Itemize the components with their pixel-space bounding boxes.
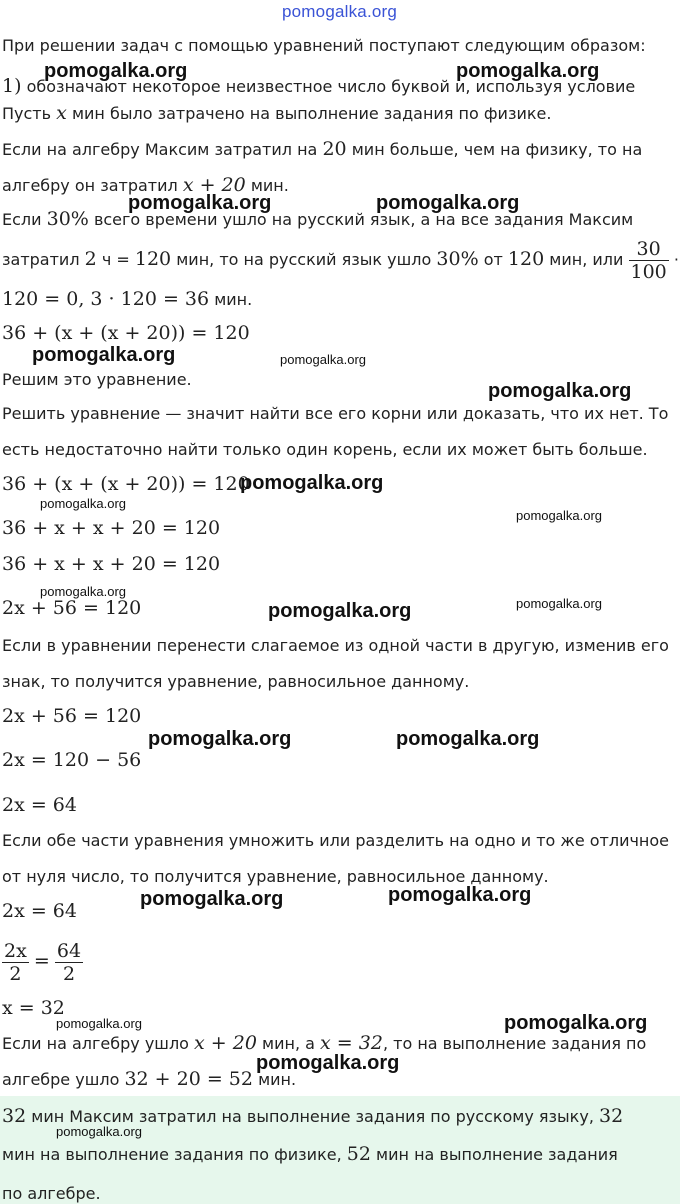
watermark: pomogalka.org [280,352,366,367]
equation-result: x = 32 [2,997,65,1019]
answer-line-1: 32 мин Максим затратил на выполнение задания по русскому языку, 32 [2,1105,624,1127]
algebra-line-1: Если на алгебру Максим затратил на 20 мин больше, чем на физику, то на [2,138,643,160]
answer-line-3: по алгебре. [2,1184,101,1203]
equation-repeat: 36 + (x + (x + 20)) = 120 [2,473,250,495]
watermark: pomogalka.org [396,728,540,750]
site-link[interactable]: pomogalka.org [282,2,398,21]
rule-2-line-1: Если обе части уравнения умножить или разделить на одно и то же отличное [2,831,670,850]
equation-open-2: 36 + x + x + 20 = 120 [2,553,221,575]
watermark: pomogalka.org [256,1052,400,1074]
watermark: pomogalka.org [148,728,292,750]
watermark: pomogalka.org [388,884,532,906]
russian-line-2: затратил 2 ч = 120 мин, то на русский язык ушло 30% от 120 мин, или $\frac{30}{100}$ · [2,238,679,283]
equation-c: 2x = 64 [2,794,77,816]
step-1: 1) обозначают некоторое неизвестное число буквой и, используя условие [2,75,636,97]
watermark: pomogalka.org [268,600,412,622]
equation-d: 2x = 64 [2,900,77,922]
definition-line-1: Решить уравнение — значит найти все его корни или доказать, что их нет. То [2,404,669,423]
rule-1-line-1: Если в уравнении перенести слагаемое из одной части в другую, изменив его [2,636,669,655]
definition-line-2: есть недостаточно найти только один корень, если их может быть больше. [2,440,648,459]
equation-b: 2x = 120 − 56 [2,749,142,771]
watermark: pomogalka.org [44,60,188,82]
watermark: pomogalka.org [40,496,126,511]
equation-fraction: $\frac{2x}{2}$ = $\frac{64}{2}$ [4,940,82,985]
fraction-left: $\frac{2x}{2}$ [4,940,27,985]
russian-line-1: Если 30% всего времени ушло на русский язык, а на все задания Максим [2,208,634,230]
algebra-line-2: алгебру он затратил x + 20 мин. [2,174,289,196]
equation-main: 36 + (x + (x + 20)) = 120 [2,322,250,344]
let-statement: Пусть x мин было затрачено на выполнение задания по физике. [2,102,552,124]
watermark: pomogalka.org [240,472,384,494]
fraction-30-100: $\frac{30}{100}$ [630,238,667,283]
watermark: pomogalka.org [56,1124,142,1139]
solve-text: Решим это уравнение. [2,370,192,389]
rule-2-line-2: от нуля число, то получится уравнение, равносильное данному. [2,867,549,886]
watermark: pomogalka.org [56,1016,142,1031]
watermark: pomogalka.org [40,584,126,599]
watermark: pomogalka.org [32,344,176,366]
watermark: pomogalka.org [456,60,600,82]
fraction-right: $\frac{64}{2}$ [56,940,82,985]
watermark: pomogalka.org [488,380,632,402]
intro-text: При решении задач с помощью уравнений поступают следующим образом: [2,36,646,55]
watermark: pomogalka.org [128,192,272,214]
final-line-1: Если на алгебру ушло x + 20 мин, а x = 32, то на выполнение задания по [2,1032,647,1054]
equation-sum: 2x + 56 = 120 [2,597,142,619]
answer-line-2: мин на выполнение задания по физике, 52 мин на выполнение задания [2,1143,618,1165]
watermark: pomogalka.org [376,192,520,214]
equation-a: 2x + 56 = 120 [2,705,142,727]
calc-line: 120 = 0, 3 · 120 = 36 мин. [2,288,253,310]
watermark: pomogalka.org [504,1012,648,1034]
rule-1-line-2: знак, то получится уравнение, равносильное данному. [2,672,470,691]
final-line-2: алгебре ушло 32 + 20 = 52 мин. [2,1068,297,1090]
equation-open-1: 36 + x + x + 20 = 120 [2,517,221,539]
watermark: pomogalka.org [516,596,602,611]
watermark: pomogalka.org [516,508,602,523]
watermark: pomogalka.org [140,888,284,910]
